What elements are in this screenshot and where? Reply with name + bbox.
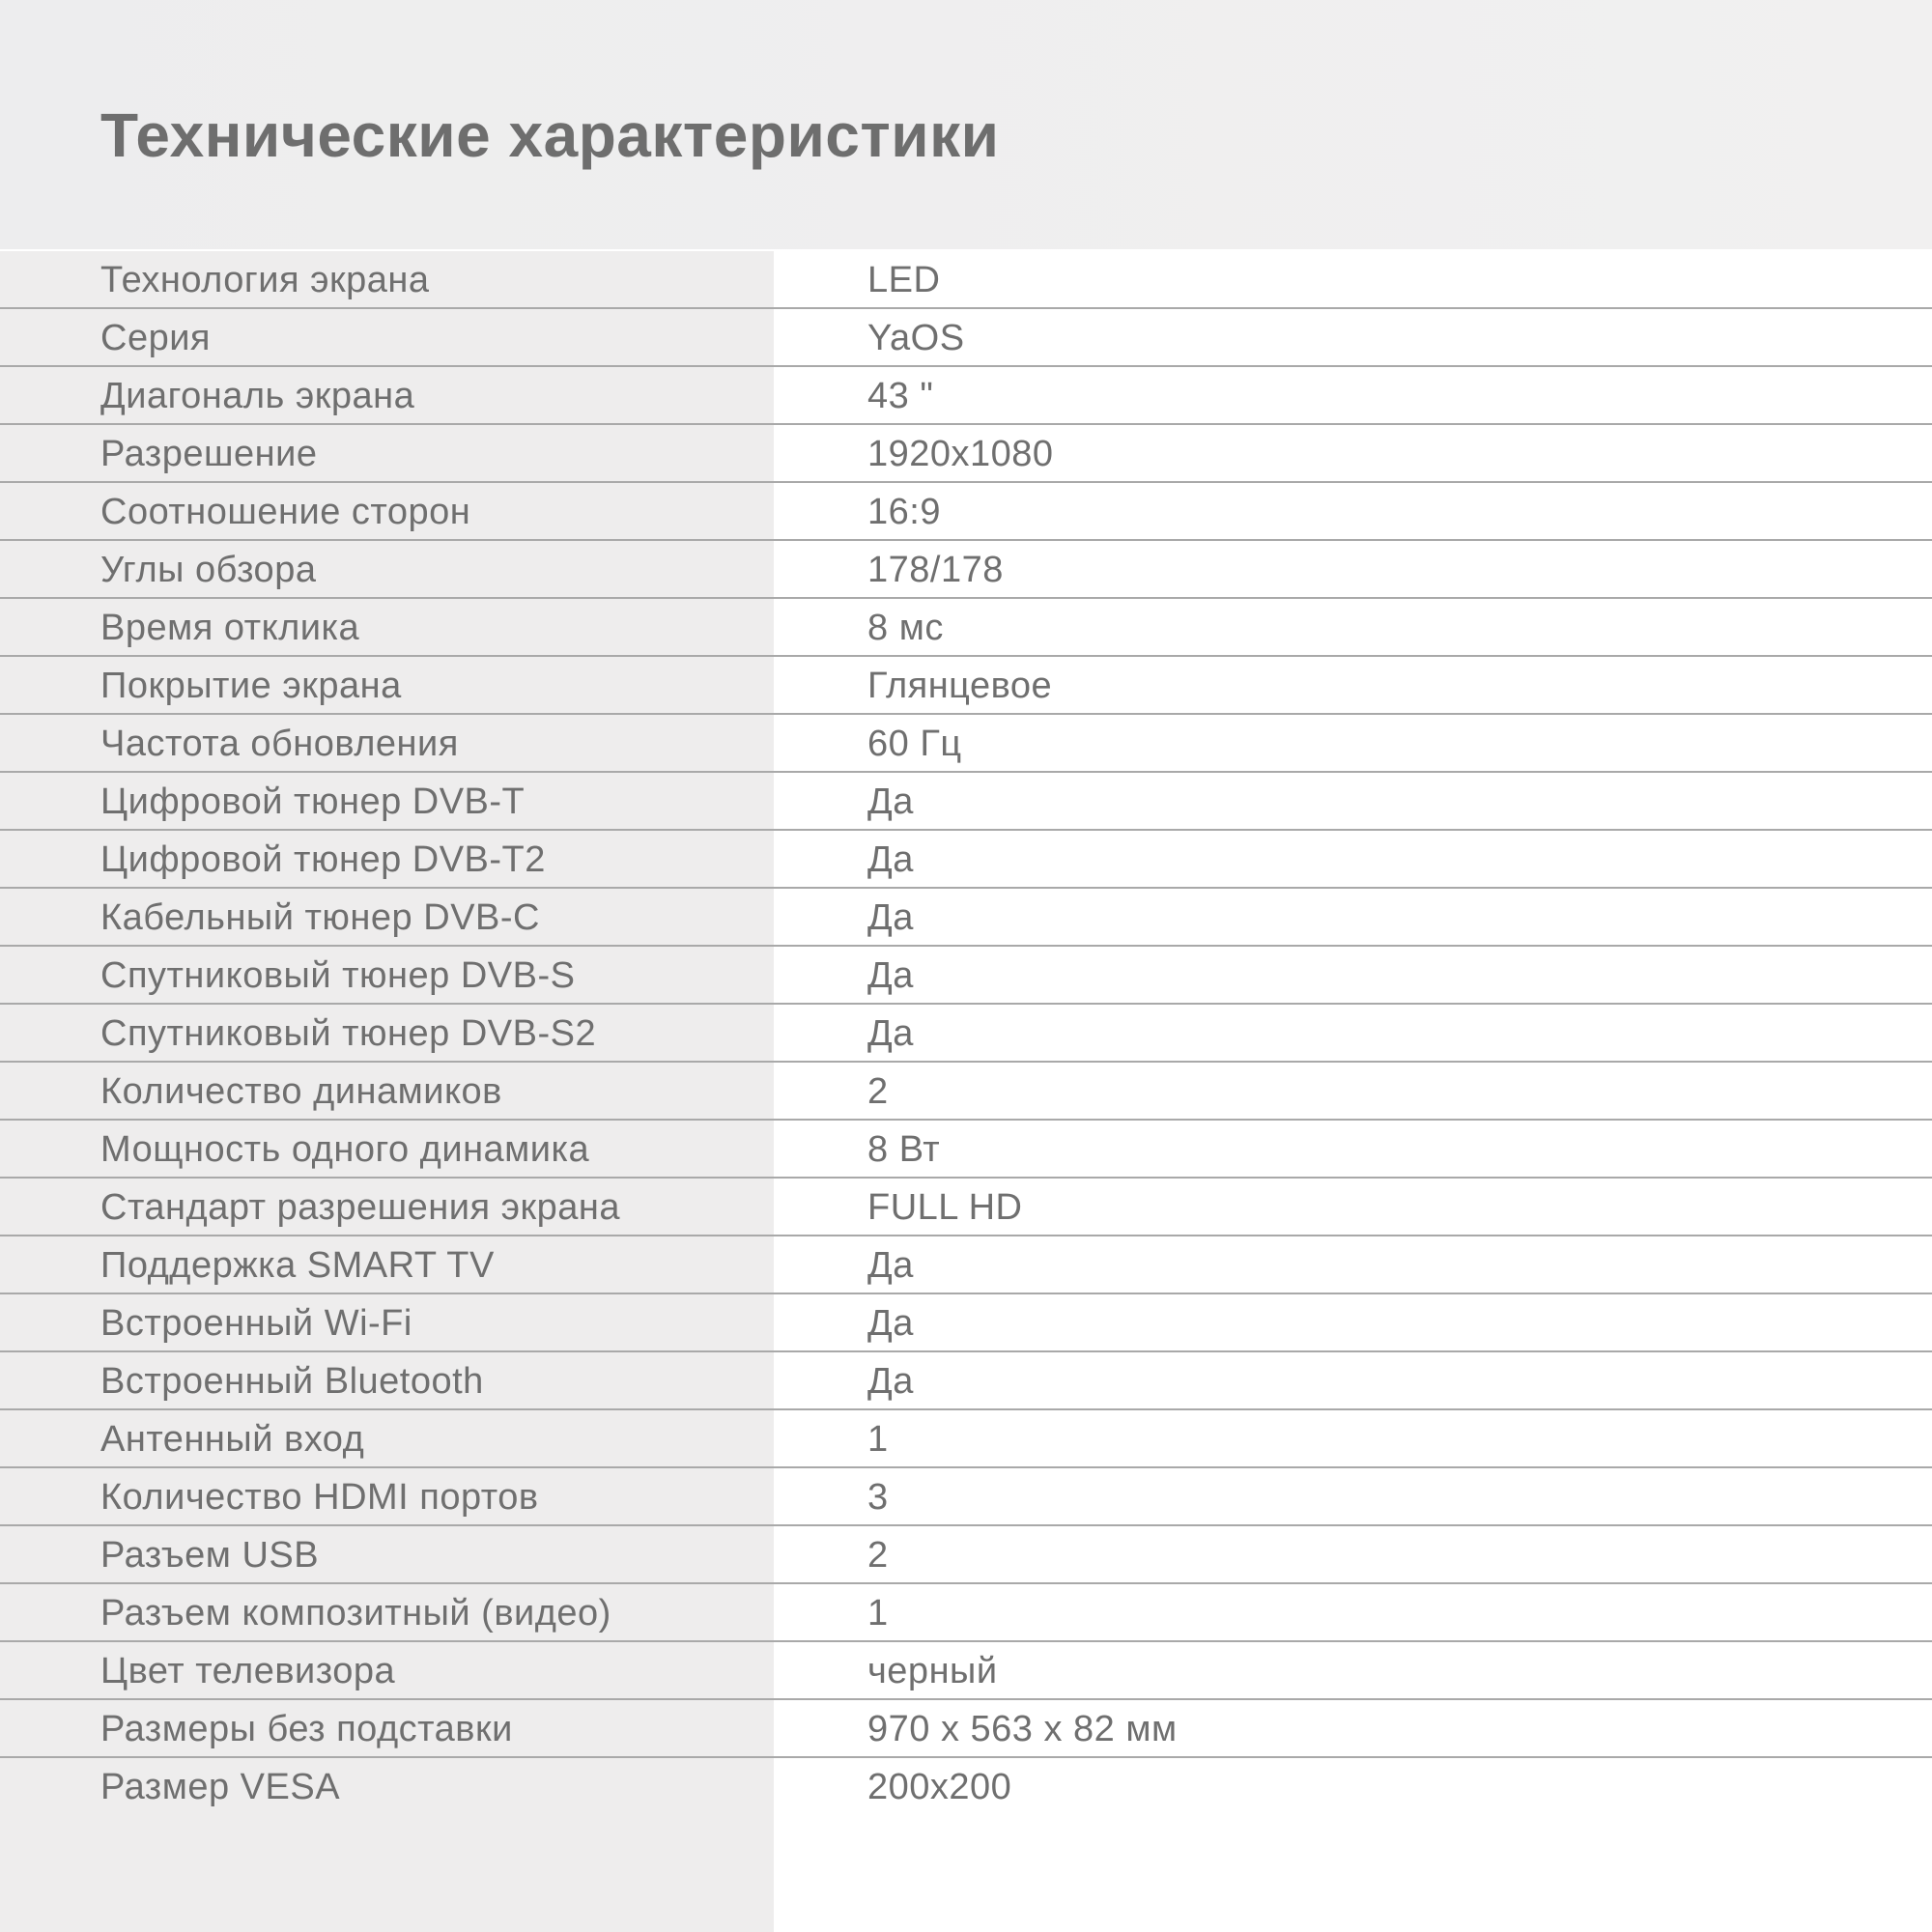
spec-row xyxy=(0,657,1932,715)
spec-row xyxy=(0,425,1932,483)
spec-row xyxy=(0,773,1932,831)
spec-value: 178/178 xyxy=(867,550,1004,590)
spec-value: 1 xyxy=(867,1593,889,1634)
spec-label: Стандарт разрешения экрана xyxy=(100,1187,621,1228)
spec-row xyxy=(0,1236,1932,1294)
spec-label: Разъем USB xyxy=(100,1535,320,1576)
spec-label: Количество динамиков xyxy=(100,1071,502,1112)
spec-value: Да xyxy=(867,1013,914,1054)
spec-row xyxy=(0,1526,1932,1584)
spec-label: Мощность одного динамика xyxy=(100,1129,590,1170)
spec-label: Спутниковый тюнер DVB-S2 xyxy=(100,1013,597,1054)
spec-value: 2 xyxy=(867,1071,889,1112)
spec-row xyxy=(0,251,1932,309)
spec-label: Диагональ экрана xyxy=(100,376,415,416)
spec-label: Размеры без подставки xyxy=(100,1709,513,1749)
spec-value: Да xyxy=(867,1245,914,1286)
spec-value: FULL HD xyxy=(867,1187,1023,1228)
spec-value: Да xyxy=(867,955,914,996)
spec-label: Соотношение сторон xyxy=(100,492,471,532)
spec-row xyxy=(0,1758,1932,1816)
spec-value: Да xyxy=(867,1361,914,1402)
spec-label: Встроенный Wi-Fi xyxy=(100,1303,412,1344)
spec-value: Глянцевое xyxy=(867,666,1053,706)
spec-label: Размер VESA xyxy=(100,1767,341,1807)
spec-label: Спутниковый тюнер DVB-S xyxy=(100,955,576,996)
spec-row xyxy=(0,599,1932,657)
spec-label: Поддержка SMART TV xyxy=(100,1245,495,1286)
spec-value: Да xyxy=(867,897,914,938)
spec-value: 8 мс xyxy=(867,608,944,648)
spec-row xyxy=(0,715,1932,773)
spec-row xyxy=(0,309,1932,367)
spec-label: Время отклика xyxy=(100,608,360,648)
spec-row xyxy=(0,889,1932,947)
spec-value: 970 x 563 x 82 мм xyxy=(867,1709,1178,1749)
spec-label: Антенный вход xyxy=(100,1419,365,1460)
spec-row xyxy=(0,1468,1932,1526)
spec-row xyxy=(0,1410,1932,1468)
spec-row xyxy=(0,483,1932,541)
spec-row xyxy=(0,541,1932,599)
spec-value: 8 Вт xyxy=(867,1129,941,1170)
spec-label: Кабельный тюнер DVB-C xyxy=(100,897,540,938)
spec-row xyxy=(0,1352,1932,1410)
spec-value: Да xyxy=(867,1303,914,1344)
spec-value: 3 xyxy=(867,1477,889,1518)
spec-value: 60 Гц xyxy=(867,724,962,764)
spec-label: Углы обзора xyxy=(100,550,317,590)
spec-label: Серия xyxy=(100,318,212,358)
spec-row xyxy=(0,1121,1932,1179)
spec-value: Да xyxy=(867,781,914,822)
spec-value: LED xyxy=(867,260,941,300)
spec-label: Покрытие экрана xyxy=(100,666,402,706)
spec-value: 43 " xyxy=(867,376,934,416)
header xyxy=(0,0,1932,249)
spec-label: Технология экрана xyxy=(100,260,430,300)
spec-label: Встроенный Bluetooth xyxy=(100,1361,484,1402)
spec-label: Количество HDMI портов xyxy=(100,1477,539,1518)
spec-value: YaOS xyxy=(867,318,965,358)
spec-row xyxy=(0,1700,1932,1758)
spec-value: 200x200 xyxy=(867,1767,1012,1807)
spec-value: 2 xyxy=(867,1535,889,1576)
spec-value: 1 xyxy=(867,1419,889,1460)
spec-label: Цифровой тюнер DVB-T xyxy=(100,781,526,822)
spec-label: Цифровой тюнер DVB-T2 xyxy=(100,839,546,880)
spec-table xyxy=(0,251,1932,1816)
spec-row xyxy=(0,1179,1932,1236)
spec-label: Цвет телевизора xyxy=(100,1651,396,1691)
spec-row xyxy=(0,1642,1932,1700)
spec-label: Разрешение xyxy=(100,434,318,474)
spec-row xyxy=(0,831,1932,889)
spec-row xyxy=(0,1584,1932,1642)
spec-value: 16:9 xyxy=(867,492,941,532)
spec-row xyxy=(0,947,1932,1005)
spec-value: 1920x1080 xyxy=(867,434,1054,474)
spec-row xyxy=(0,367,1932,425)
spec-row xyxy=(0,1294,1932,1352)
page-title: Технические характеристики xyxy=(100,100,1000,170)
spec-value: Да xyxy=(867,839,914,880)
spec-label: Частота обновления xyxy=(100,724,459,764)
spec-value: черный xyxy=(867,1651,998,1691)
spec-label: Разъем композитный (видео) xyxy=(100,1593,611,1634)
spec-row xyxy=(0,1005,1932,1063)
spec-row xyxy=(0,1063,1932,1121)
